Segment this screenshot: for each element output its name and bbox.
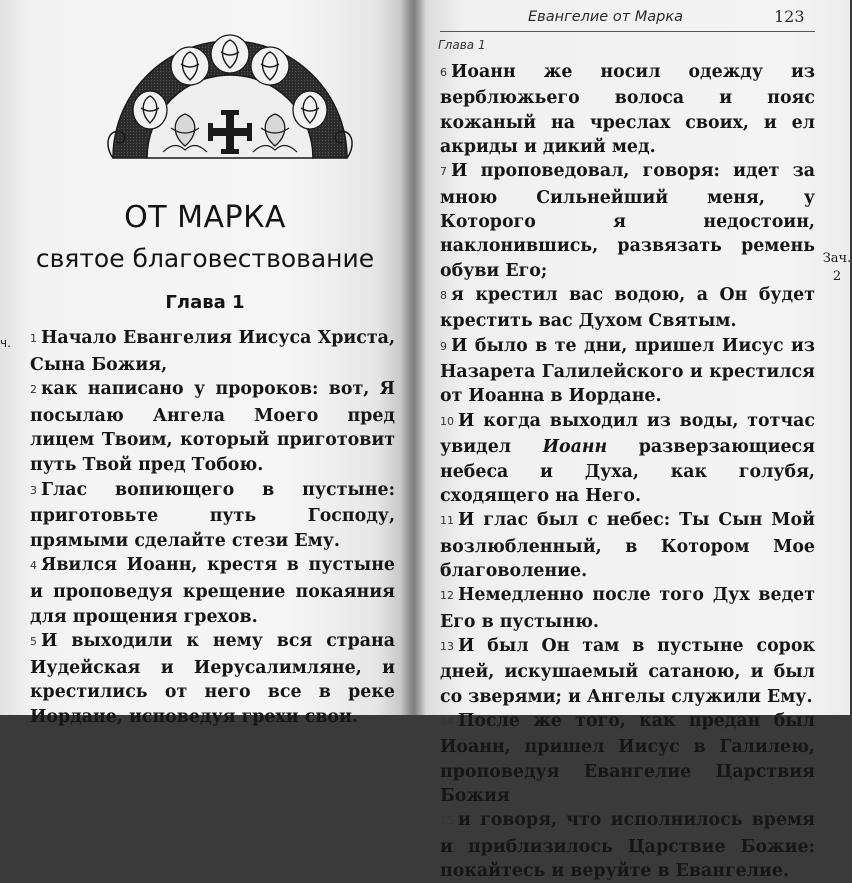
verse-number: 8 xyxy=(440,289,447,303)
verse-text: После же того, как предан был Иоанн, пришел Иисус в Галилею, проповедуя Евангелие Царствия Божия xyxy=(440,710,815,806)
verse xyxy=(440,161,815,280)
header-rule xyxy=(440,31,815,32)
verse-number: 14 xyxy=(440,714,454,728)
left-page-text xyxy=(30,326,395,730)
verse-text: И выходили к нему вся страна Иудейская и Иерусалимляне, и крестились от него все в реке Иордане, исповедуя грехи свои. xyxy=(30,631,395,727)
verse-number: 15 xyxy=(440,814,454,828)
verse xyxy=(440,336,815,407)
verse-text: разверзающиеся небеса и Духа, как голубя, сходящего на Него. xyxy=(440,437,815,506)
verse-number: 4 xyxy=(30,559,37,573)
verse-text: И проповедовал, говоря: идет за мною Сильнейший меня, у Которого я недостоин, наклонившись, развязать ремень обуви Его; xyxy=(440,161,815,281)
verse-number: 7 xyxy=(440,165,447,179)
verse-number: 10 xyxy=(440,414,454,428)
verse-text: и говоря, что исполнилось время и приблизилось Царствие Божие: покайтесь и веруйте в Евангелие. xyxy=(440,810,815,881)
book-title: ОТ МАРКА xyxy=(124,200,286,235)
book-gutter xyxy=(400,0,426,715)
verse xyxy=(440,411,815,506)
verse-italic-word: Иоанн xyxy=(542,437,608,458)
headpiece-ornament xyxy=(105,28,355,163)
verse-number: 6 xyxy=(440,66,447,79)
verse-text: И когда выходил из воды, тотчас увидел xyxy=(440,410,815,458)
verse xyxy=(30,631,395,727)
book-subtitle: святое благовествование xyxy=(35,244,375,273)
verse xyxy=(440,636,815,707)
verse xyxy=(440,510,815,581)
page-number: 123 xyxy=(774,7,805,26)
margin-mark-zach xyxy=(822,250,852,286)
verse-number: 11 xyxy=(440,514,454,528)
verse xyxy=(440,810,815,881)
verse-number: 5 xyxy=(30,635,37,649)
verse-number: 2 xyxy=(30,383,37,397)
verse xyxy=(440,585,815,631)
running-head: Евангелие от Марка xyxy=(528,9,684,25)
chapter-mark: Глава 1 xyxy=(438,38,486,52)
chapter-heading: Глава 1 xyxy=(165,292,245,313)
left-page xyxy=(0,0,410,727)
verse-text: И был Он там в пустыне сорок дней, искушаемый сатаною, и был со зверями; и Ангелы служили Ему. xyxy=(440,635,815,707)
verse xyxy=(30,379,395,475)
verse-text: как написано у пророков: вот, Я посылаю Ангела Моего пред лицем Твоим, который приготовит путь Твой пред Тобою. xyxy=(30,379,395,475)
verse-text: Иоанн же носил одежду из верблюжьего волоса и пояс кожаный на чреслах своих, и ел акриды и дикий мед. xyxy=(440,62,815,158)
verse xyxy=(30,555,395,626)
verse-number: 13 xyxy=(440,639,454,653)
verse-text: И было в те дни, пришел Иисус из Назарета Галилейского и крестился от Иоанна в Иордане. xyxy=(440,335,815,407)
verse-text: я крестил вас водою, а Он будет крестить вас Духом Святым. xyxy=(440,285,815,332)
verse xyxy=(440,711,815,806)
verse-text: Явился Иоанн, крестя в пустыне и проповедуя крещение покаяния для прощения грехов. xyxy=(30,555,395,627)
verse-text: Немедленно после того Дух ведет Его в пустыню. xyxy=(440,585,815,632)
verse-text: И глас был с небес: Ты Сын Мой возлюбленный, в Котором Мое благоволение. xyxy=(440,510,815,581)
margin-mark-number: 2 xyxy=(832,269,842,284)
verse-number: 9 xyxy=(440,339,447,353)
verse-text: Начало Евангелия Иисуса Христа, Сына Божия, xyxy=(30,328,395,375)
verse xyxy=(30,480,395,551)
right-page-text xyxy=(440,60,815,883)
verse xyxy=(30,328,395,375)
verse-number: 12 xyxy=(440,589,454,603)
margin-mark: ч. xyxy=(0,336,11,350)
verse-text: Глас вопиющего в пустыне: приготовьте путь Господу, прямыми сделайте стези Ему. xyxy=(30,479,395,551)
verse-number: 3 xyxy=(30,483,37,497)
verse xyxy=(440,62,815,157)
margin-mark-label: Зач. xyxy=(822,251,852,266)
verse xyxy=(440,285,815,331)
verse-number: 1 xyxy=(30,332,37,345)
